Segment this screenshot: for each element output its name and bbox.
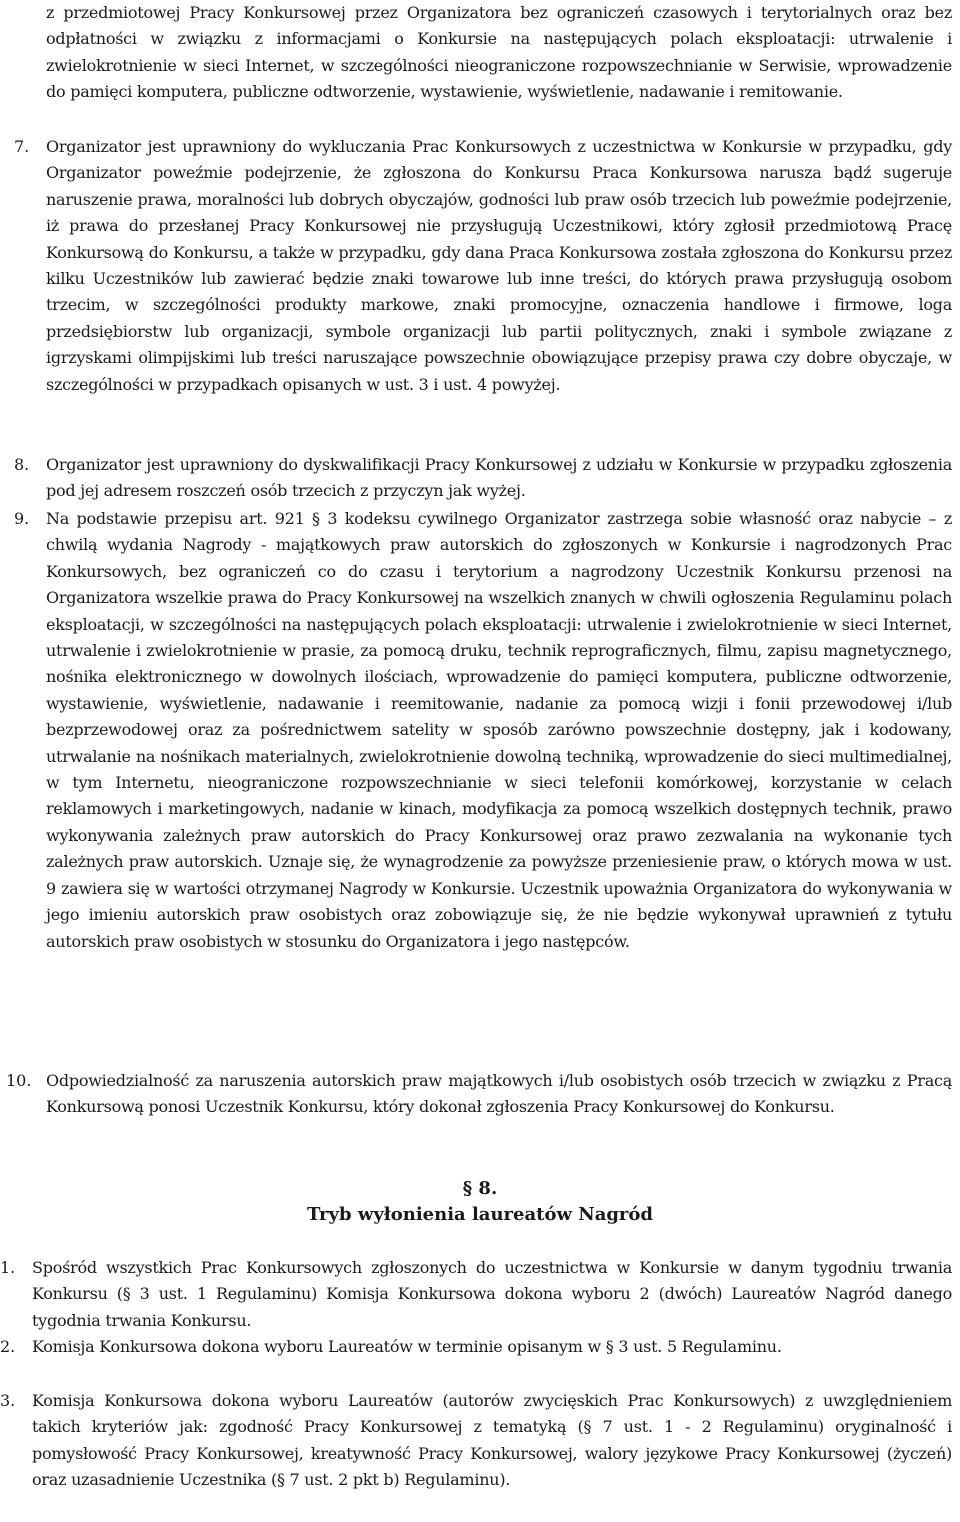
item-text-8: Organizator jest uprawniony do dyskwalifikacji Pracy Konkursowej z udziału w Konkursie w przypadku zgłoszenia pod jej adresem roszczeń osób trzecich z przyczyn jak wyżej. <box>46 455 952 501</box>
item-number-9: 9. <box>14 509 30 528</box>
intro-paragraph: z przedmiotowej Pracy Konkursowej przez Organizatora bez ograniczeń czasowych i terytorialnych oraz bez odpłatności w związku z informacjami o Konkursie na następujących polach eksploatacji: utrwalenie i zwielokrotnienie w sieci Internet, w szczególności nieograniczone rozpowszechnianie w Serwisie, wprowadzenie do pamięci komputera, publiczne odtworzenie, wystawienie, wyświetlenie, nadawanie i remitowanie. <box>46 3 952 102</box>
item-text-10: Odpowiedzialność za naruszenia autorskich praw majątkowych i/lub osobistych osób trzecich w związku z Pracą Konkursową ponosi Uczestnik Konkursu, który dokonał zgłoszenia Pracy Konkursowej do Konkursu. <box>46 1071 952 1117</box>
item-text-9: Na podstawie przepisu art. 921 § 3 kodeksu cywilnego Organizator zastrzega sobie własność oraz nabycie – z chwilą wydania Nagrody - majątkowych praw autorskich do zgłoszonych w Konkursie i nagrodzonych Prac Konkursowych, bez ograniczeń co do czasu i terytorium a nagrodzony Uczestnik Konkursu przenosi na Organizatora wszelkie prawa do Pracy Konkursowej na wszelkich znanych w chwili ogłoszenia Regulaminu polach eksploatacji, w szczególności na następujących polach eksploatacji: utrwalenie i zwielokrotnienie w sieci Internet, utrwalenie i zwielokrotnienie w prasie, za pomocą druku, technik reprograficznych, filmu, zapisu magnetycznego, nośnika elektronicznego w dowolnych ilościach, wprowadzenie do pamięci komputera, publiczne odtworzenie, wystawienie, wyświetlenie, nadawanie i reemitowanie, nadanie za pomocą wizji i fonii przewodowej i/lub bezprzewodowej oraz za pośrednictwem satelity w sposób zarówno powszechnie dostępny, jak i kodowany, utrwalanie na nośnikach materialnych, zwielokrotnienie dowolną techniką, wprowadzenie do sieci multimedialnej, w tym Internetu, nieograniczone rozpowszechnianie w sieci telefonii komórkowej, korzystanie w celach reklamowych i marketingowych, nadanie w kinach, modyfikacja za pomocą wszelkich dostępnych technik, prawo wykonywania zależnych praw autorskich do Pracy Konkursowej oraz prawo zezwalania na wykonanie tych zależnych praw autorskich. Uznaje się, że wynagrodzenie za powyższe przeniesienie praw, o których mowa w ust. 9 zawiera się w wartości otrzymanej Nagrody w Konkursie. Uczestnik upoważnia Organizatora do wykonywania w jego imieniu autorskich praw osobistych oraz zobowiązuje się, że nie będzie wykonywał uprawnień z tytułu autorskich praw osobistych w stosunku do Organizatora i jego następców. <box>46 509 952 951</box>
section-item-text-1: Spośród wszystkich Prac Konkursowych zgłoszonych do uczestnictwa w Konkursie w danym tygodniu trwania Konkursu (§ 3 ust. 1 Regulaminu) Komisja Konkursowa dokona wyboru 2 (dwóch) Laureatów Nagród danego tygodnia trwania Konkursu. <box>32 1258 952 1330</box>
item-number-7: 7. <box>14 137 30 156</box>
section-item-text-2: Komisja Konkursowa dokona wyboru Laureatów w terminie opisanym w § 3 ust. 5 Regulaminu. <box>32 1337 782 1356</box>
section-item-number-2: 2. <box>0 1337 16 1356</box>
section-item-text-3: Komisja Konkursowa dokona wyboru Laureatów (autorów zwycięskich Prac Konkursowych) z uwzględnieniem takich kryteriów jak: zgodność Pracy Konkursowej z tematyką (§ 7 ust. 1 - 2 Regulaminu) oryginalność i pomysłowość Pracy Konkursowej, kreatywność Pracy Konkursowej, walory językowe Pracy Konkursowej (życzeń) oraz uzasadnienie Uczestnika (§ 7 ust. 2 pkt b) Regulaminu). <box>32 1391 952 1490</box>
item-number-8: 8. <box>14 455 30 474</box>
item-number-10: 10. <box>6 1071 32 1090</box>
item-text-7: Organizator jest uprawniony do wykluczania Prac Konkursowych z uczestnictwa w Konkursie w przypadku, gdy Organizator poweźmie podejrzenie, że zgłoszona do Konkursu Praca Konkursowa narusza bądź sugeruje naruszenie prawa, moralności lub dobrych obyczajów, godności lub praw osób trzecich lub poweźmie podejrzenie, iż prawa do przesłanej Pracy Konkursowej nie przysługują Uczestnikowi, który zgłosił przedmiotową Pracę Konkursową do Konkursu, a także w przypadku, gdy dana Praca Konkursowa została zgłoszona do Konkursu przez kilku Uczestników lub zawierać będzie znaki towarowe lub inne treści, do których prawa przysługują osobom trzecim, w szczególności produkty markowe, znaki promocyjne, oznaczenia handlowe i firmowe, loga przedsiębiorstw lub organizacji, symbole organizacji lub partii politycznych, znaki i symbole związane z igrzyskami olimpijskimi lub treści naruszające powszechnie obowiązujące przepisy prawa czy dobre obyczaje, w szczególności w przypadkach opisanych w ust. 3 i ust. 4 powyżej. <box>46 137 952 394</box>
section-title: Tryb wyłonienia laureatów Nagród <box>306 1204 654 1225</box>
section-number: § 8. <box>462 1178 498 1199</box>
section-item-number-3: 3. <box>0 1391 16 1410</box>
section-item-number-1: 1. <box>0 1258 16 1277</box>
